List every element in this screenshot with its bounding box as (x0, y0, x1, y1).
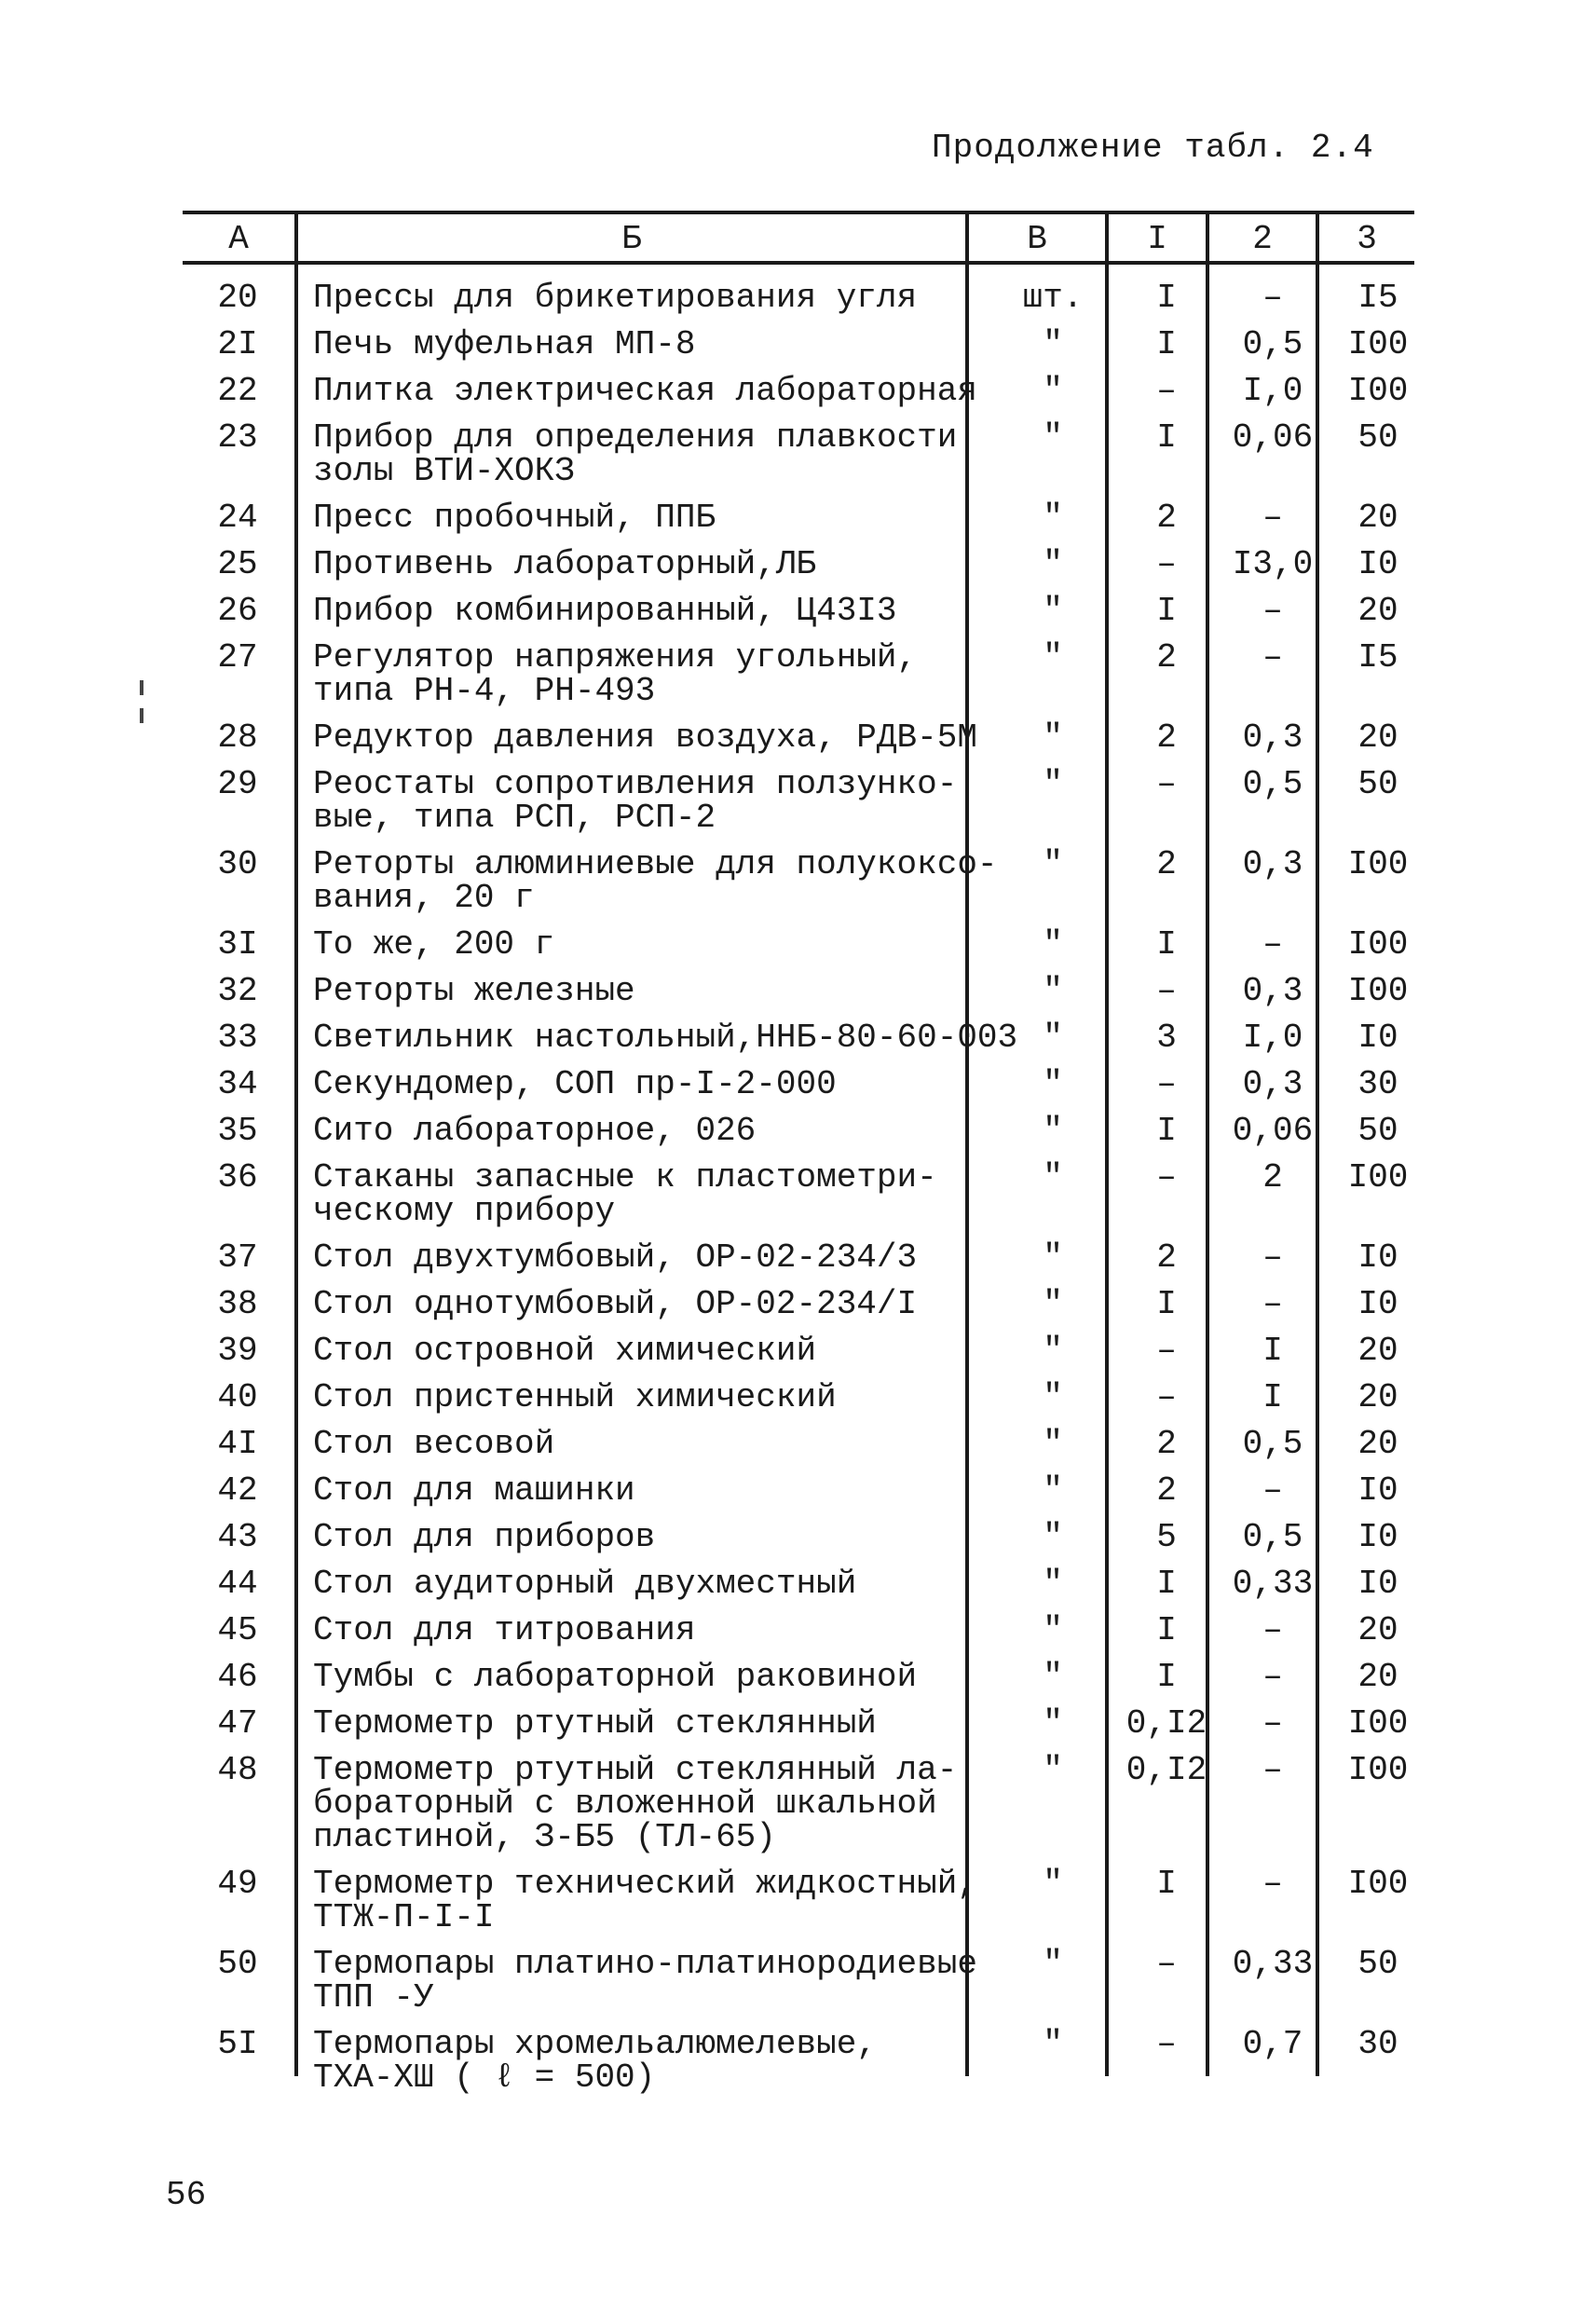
col-3-cell: I00 (1347, 372, 1409, 410)
col-1-cell: 2 (1156, 1238, 1177, 1277)
item-name (313, 1867, 984, 1935)
col-2-cell: 0,06 (1232, 418, 1314, 457)
col-3-cell: 20 (1357, 718, 1398, 757)
row-number: 28 (217, 718, 258, 757)
unit-cell: " (1043, 1704, 1063, 1743)
unit-cell: " (1043, 545, 1063, 583)
row-number: 35 (217, 1112, 258, 1150)
col-2-cell: I3,0 (1232, 545, 1314, 583)
header-bottom-rule (183, 261, 1414, 265)
col-1-cell: I (1156, 418, 1177, 457)
col-3-cell: I0 (1357, 1518, 1398, 1556)
col-1-cell: – (1156, 545, 1177, 583)
unit-cell: " (1043, 1518, 1063, 1556)
col-2-cell: – (1262, 638, 1283, 677)
unit-cell: " (1043, 1378, 1063, 1416)
item-name-line: Печь муфельная МП-8 (313, 325, 696, 363)
header-col-b: Б (621, 220, 642, 258)
row-number: 20 (217, 279, 258, 317)
item-name-line: Термометр ртутный стеклянный (313, 1704, 877, 1743)
unit-cell: " (1043, 1751, 1063, 1789)
row-number: 3I (217, 925, 258, 964)
row-number: 23 (217, 418, 258, 457)
row-number: 42 (217, 1471, 258, 1510)
col-2-cell: – (1262, 592, 1283, 630)
item-name-line: Реторты алюминиевые для полукоксо- (313, 845, 998, 883)
item-name-line: бораторный с вложенной шкальной (313, 1785, 937, 1823)
item-name (313, 1158, 984, 1230)
col-2-cell: 0,5 (1242, 765, 1303, 803)
item-name (313, 1658, 984, 1696)
col-1-cell: – (1156, 1332, 1177, 1370)
col-1-cell: I (1156, 1285, 1177, 1323)
col-1-cell: 2 (1156, 638, 1177, 677)
row-number: 49 (217, 1865, 258, 1903)
item-name (313, 845, 998, 917)
col-1-cell: 0,I2 (1125, 1751, 1207, 1789)
item-name-line: Секундомер, СОП пр-I-2-000 (313, 1065, 837, 1103)
unit-cell: " (1043, 1565, 1063, 1603)
col-1-cell: 2 (1156, 499, 1177, 537)
item-name (313, 592, 984, 630)
item-name-line: Прибор комбинированный, Ц43I3 (313, 592, 897, 630)
col-2-cell: 0,5 (1242, 1425, 1303, 1463)
item-name-line: Стол двухтумбовый, ОР-02-234/3 (313, 1238, 918, 1277)
item-name-line: Прессы для брикетирования угля (313, 279, 918, 317)
col-3-cell: 30 (1357, 2025, 1398, 2063)
col-3-cell: 50 (1357, 418, 1398, 457)
col-2-cell: – (1262, 925, 1283, 964)
item-name-line: Сито лабораторное, 026 (313, 1112, 757, 1150)
unit-cell: " (1043, 2025, 1063, 2063)
col-1-cell: 2 (1156, 1471, 1177, 1510)
col-2-cell: 0,5 (1242, 325, 1303, 363)
col-1-cell: 0,I2 (1125, 1704, 1207, 1743)
unit-cell: " (1043, 1945, 1063, 1983)
unit-cell: " (1043, 1019, 1063, 1057)
col-3-cell: 50 (1357, 1112, 1398, 1150)
col-3-cell: 20 (1357, 1425, 1398, 1463)
item-name-line: Стол для машинки (313, 1471, 635, 1510)
item-name-line: ТТЖ-П-I-I (313, 1898, 495, 1936)
col-1-cell: – (1156, 1945, 1177, 1983)
col-2-cell: I (1262, 1332, 1283, 1370)
col-3-cell: I0 (1357, 1019, 1398, 1057)
item-name-line: Плитка электрическая лабораторная (313, 372, 977, 410)
item-name-line: Тумбы с лабораторной раковиной (313, 1658, 918, 1696)
item-name-line: Термопары хромельалюмелевые, (313, 2025, 877, 2063)
item-name-line: Реторты железные (313, 972, 635, 1010)
item-name-line: Стол для титрования (313, 1611, 696, 1649)
col-3-cell: I00 (1347, 925, 1409, 964)
col-2-cell: – (1262, 499, 1283, 537)
item-name-line: ТХА-ХШ ( ℓ = 500) (313, 2058, 656, 2097)
unit-cell: " (1043, 418, 1063, 457)
row-number: 37 (217, 1238, 258, 1277)
col-2-cell: – (1262, 1471, 1283, 1510)
col-3-cell: I00 (1347, 325, 1409, 363)
header-col-3: 3 (1357, 220, 1377, 258)
item-name-line: Стол для приборов (313, 1518, 656, 1556)
col-3-cell: I00 (1347, 972, 1409, 1010)
row-number: 33 (217, 1019, 258, 1057)
item-name-line: золы ВТИ-ХОКЗ (313, 452, 575, 490)
item-name (313, 1019, 1018, 1057)
row-number: 38 (217, 1285, 258, 1323)
item-name (313, 1114, 984, 1148)
item-name (313, 718, 984, 757)
col-2-cell: – (1262, 1611, 1283, 1649)
item-name (313, 325, 984, 363)
unit-cell: " (1043, 972, 1063, 1010)
unit-cell: " (1043, 1332, 1063, 1370)
col-3-cell: 20 (1357, 499, 1398, 537)
col-1-cell: I (1156, 925, 1177, 964)
item-name (313, 1285, 984, 1323)
col-1-cell: – (1156, 1065, 1177, 1103)
row-number: 22 (217, 372, 258, 410)
item-name-line: Стол пристенный химический (313, 1378, 837, 1416)
col-1-cell: I (1156, 1658, 1177, 1696)
item-name-line: Термометр ртутный стеклянный ла- (313, 1751, 958, 1789)
table-caption: Продолжение табл. 2.4 (932, 129, 1374, 167)
unit-cell: " (1043, 372, 1063, 410)
row-number: 43 (217, 1518, 258, 1556)
item-name (313, 545, 984, 583)
item-name-line: Реостаты сопротивления ползунко- (313, 765, 958, 803)
item-name (313, 925, 984, 964)
col-2-cell: – (1262, 1751, 1283, 1789)
item-name-line: То же, 200 г (313, 925, 555, 964)
col-2-cell: 0,33 (1232, 1945, 1314, 1983)
item-name (313, 972, 984, 1010)
item-name-line: Противень лабораторный,ЛБ (313, 545, 817, 583)
row-number: 32 (217, 972, 258, 1010)
unit-cell: " (1043, 499, 1063, 537)
col-3-cell: 50 (1357, 765, 1398, 803)
col-1-cell: I (1156, 279, 1177, 317)
item-name (313, 1065, 984, 1103)
row-number: 5I (217, 2025, 258, 2063)
col-2-cell: I,0 (1242, 372, 1303, 410)
item-name (313, 1238, 984, 1277)
col-3-cell: 30 (1357, 1065, 1398, 1103)
col-3-cell: 20 (1357, 1378, 1398, 1416)
col-3-cell: I0 (1357, 1565, 1398, 1603)
header-col-v: В (1027, 220, 1047, 258)
item-name (313, 1751, 984, 1856)
col-2-cell: I,0 (1242, 1019, 1303, 1057)
margin-mark (140, 708, 143, 723)
header-col-2: 2 (1252, 220, 1273, 258)
item-name-line: Стол островной химический (313, 1332, 817, 1370)
col-2-cell: – (1262, 1865, 1283, 1903)
item-name-line: Стол аудиторный двухместный (313, 1565, 857, 1603)
item-name (313, 501, 984, 535)
col-2-cell: 0,7 (1242, 2025, 1303, 2063)
item-name-line: типа РН-4, РН-493 (313, 672, 656, 710)
col-1-cell: – (1156, 1378, 1177, 1416)
unit-cell: " (1043, 845, 1063, 883)
item-name-line: Стол весовой (313, 1425, 555, 1463)
col-3-cell: 20 (1357, 1611, 1398, 1649)
col-1-cell: – (1156, 765, 1177, 803)
unit-cell: " (1043, 592, 1063, 630)
col-1-cell: 5 (1156, 1518, 1177, 1556)
col-1-cell: I (1156, 592, 1177, 630)
table-top-rule (183, 211, 1414, 214)
item-name (313, 1425, 984, 1463)
row-number: 50 (217, 1945, 258, 1983)
item-name (313, 1704, 984, 1743)
unit-cell: " (1043, 718, 1063, 757)
col-2-cell: – (1262, 1285, 1283, 1323)
item-name-line: ческому прибору (313, 1192, 616, 1230)
col-2-cell: – (1262, 279, 1283, 317)
row-number: 29 (217, 765, 258, 803)
col-1-cell: I (1156, 1112, 1177, 1150)
item-name (313, 1518, 984, 1556)
col-1-cell: 2 (1156, 845, 1177, 883)
col-3-cell: I00 (1347, 845, 1409, 883)
row-number: 44 (217, 1565, 258, 1603)
col-1-cell: – (1156, 2025, 1177, 2063)
item-name-line: пластиной, З-Б5 (ТЛ-65) (313, 1818, 776, 1856)
item-name (313, 1334, 984, 1368)
header-col-1: I (1147, 220, 1167, 258)
unit-cell: шт. (1022, 279, 1084, 317)
col-3-cell: I00 (1347, 1865, 1409, 1903)
item-name (313, 638, 984, 710)
row-number: 45 (217, 1611, 258, 1649)
item-name (313, 281, 984, 315)
col-1-cell: – (1156, 972, 1177, 1010)
item-name-line: вания, 20 г (313, 879, 535, 917)
col-3-cell: 50 (1357, 1945, 1398, 1983)
unit-cell: " (1043, 1065, 1063, 1103)
col-3-cell: I0 (1357, 545, 1398, 583)
unit-cell: " (1043, 1425, 1063, 1463)
row-number: 30 (217, 845, 258, 883)
col-2-cell: – (1262, 1704, 1283, 1743)
item-name-line: Редуктор давления воздуха, РДВ-5М (313, 718, 977, 757)
item-name-line: ТПП -У (313, 1978, 434, 2017)
col-2-cell: 0,3 (1242, 972, 1303, 1010)
unit-cell: " (1043, 1285, 1063, 1323)
col-1-cell: 3 (1156, 1019, 1177, 1057)
col-3-cell: I5 (1357, 279, 1398, 317)
col-1-cell: 2 (1156, 718, 1177, 757)
col-2-cell: I (1262, 1378, 1283, 1416)
col-2-cell: – (1262, 1238, 1283, 1277)
col-1-cell: I (1156, 1611, 1177, 1649)
unit-cell: " (1043, 1158, 1063, 1197)
header-col-a: А (228, 220, 249, 258)
col-3-cell: I0 (1357, 1471, 1398, 1510)
col-3-cell: I0 (1357, 1285, 1398, 1323)
unit-cell: " (1043, 1112, 1063, 1150)
col-1-cell: I (1156, 1865, 1177, 1903)
col-1-cell: I (1156, 325, 1177, 363)
row-number: 40 (217, 1378, 258, 1416)
unit-cell: " (1043, 1865, 1063, 1903)
item-name-line: Стаканы запасные к пластометри- (313, 1158, 937, 1197)
unit-cell: " (1043, 765, 1063, 803)
col-2-cell: 0,5 (1242, 1518, 1303, 1556)
col-2-cell: 0,3 (1242, 845, 1303, 883)
row-number: 4I (217, 1425, 258, 1463)
item-name (313, 1567, 984, 1601)
item-name-line: Светильник настольный,ННБ-80-60-003 (313, 1019, 1018, 1057)
row-number: 25 (217, 545, 258, 583)
unit-cell: " (1043, 1611, 1063, 1649)
item-name-line: вые, типа РСП, РСП-2 (313, 799, 716, 837)
item-name-line: Термопары платино-платинородиевые (313, 1945, 977, 1983)
col-3-cell: I5 (1357, 638, 1398, 677)
item-name-line: Пресс пробочный, ППБ (313, 499, 716, 537)
col-2-cell: 0,33 (1232, 1565, 1314, 1603)
row-number: 47 (217, 1704, 258, 1743)
unit-cell: " (1043, 925, 1063, 964)
item-name (313, 2025, 984, 2097)
unit-cell: " (1043, 1471, 1063, 1510)
col-2-cell: 0,06 (1232, 1112, 1314, 1150)
col-2-cell: 2 (1262, 1158, 1283, 1197)
col-3-cell: 20 (1357, 592, 1398, 630)
row-number: 2I (217, 325, 258, 363)
unit-cell: " (1043, 1238, 1063, 1277)
unit-cell: " (1043, 638, 1063, 677)
row-number: 39 (217, 1332, 258, 1370)
item-name-line: Термометр технический жидкостный, (313, 1865, 977, 1903)
item-name (313, 1471, 984, 1510)
margin-mark (140, 680, 143, 695)
item-name (313, 418, 984, 490)
col-3-cell: I0 (1357, 1238, 1398, 1277)
col-2-cell: – (1262, 1658, 1283, 1696)
col-3-cell: I00 (1347, 1158, 1409, 1197)
row-number: 34 (217, 1065, 258, 1103)
item-name (313, 765, 984, 837)
item-name (313, 1945, 984, 2017)
row-number: 24 (217, 499, 258, 537)
col-2-cell: 0,3 (1242, 1065, 1303, 1103)
item-name (313, 1611, 984, 1649)
item-name-line: Регулятор напряжения угольный, (313, 638, 918, 677)
item-name (313, 1378, 984, 1416)
col-3-cell: 20 (1357, 1332, 1398, 1370)
col-3-cell: I00 (1347, 1704, 1409, 1743)
row-number: 26 (217, 592, 258, 630)
row-number: 48 (217, 1751, 258, 1789)
unit-cell: " (1043, 1658, 1063, 1696)
col-1-cell: I (1156, 1565, 1177, 1603)
item-name (313, 372, 984, 410)
item-name-line: Стол однотумбовый, ОР-02-234/I (313, 1285, 918, 1323)
col-1-cell: – (1156, 372, 1177, 410)
col-1-cell: – (1156, 1158, 1177, 1197)
col-3-cell: I00 (1347, 1751, 1409, 1789)
row-number: 46 (217, 1658, 258, 1696)
col-3-cell: 20 (1357, 1658, 1398, 1696)
col-2-cell: 0,3 (1242, 718, 1303, 757)
row-number: 27 (217, 638, 258, 677)
col-1-cell: 2 (1156, 1425, 1177, 1463)
page-number: 56 (166, 2176, 207, 2214)
row-number: 36 (217, 1158, 258, 1197)
unit-cell: " (1043, 325, 1063, 363)
item-name-line: Прибор для определения плавкости (313, 418, 958, 457)
